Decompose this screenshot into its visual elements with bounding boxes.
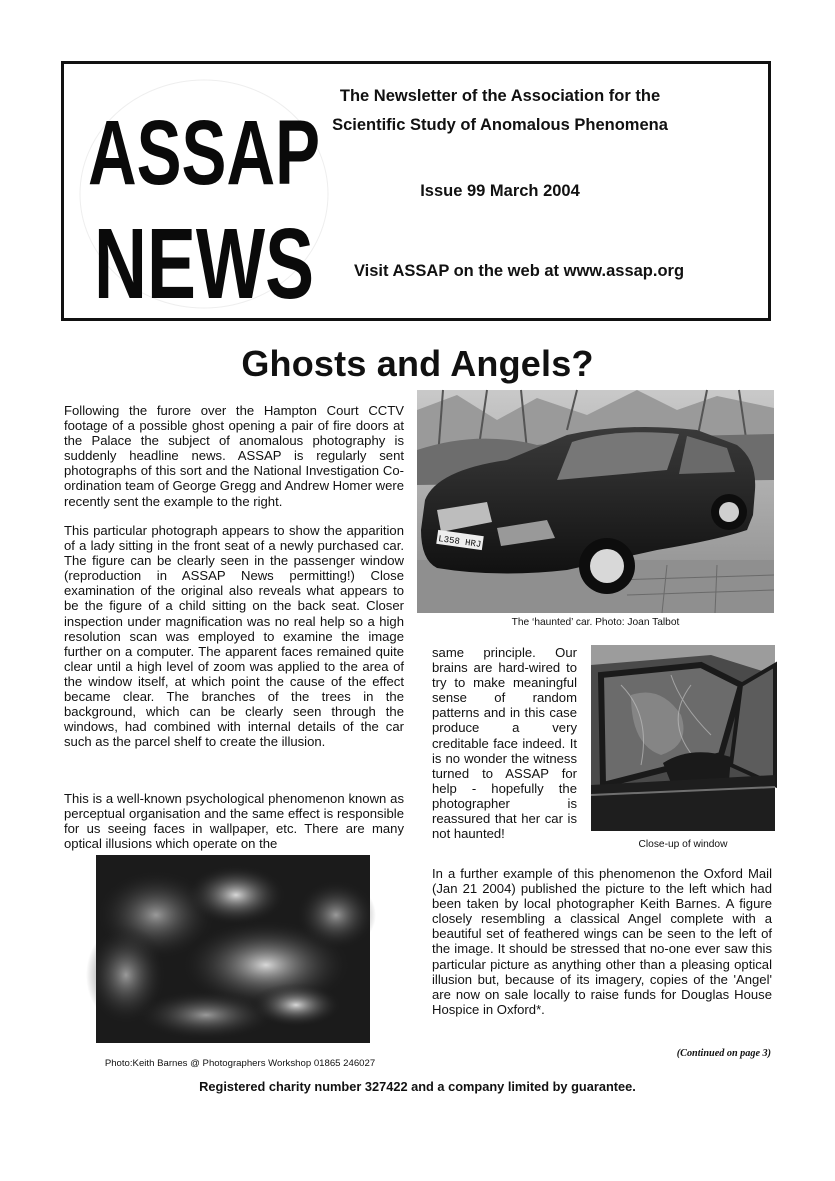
masthead-tagline-1: The Newsletter of the Association for the [339,87,661,105]
article-paragraph-2: This particular photograph appears to show the apparition of a lady sitting in the front seat of a newly purchased car. The figure can be clearly seen in the passenger window (reproduction in ASSAP News permitting!) Close examination of the original also reveals what appears to be the figure of a child sitting on the back seat. Closer inspection under magnification was no real help so a high resolution scan was employed to examine the image further on a computer. The apparent faces remained quite clear until a high level of zoom was applied to the area of the window itself, at which point the cause of the effect became clear. The branches of the trees in the background, which can be clearly seen through the windows, had combined with internal details of the car such as the parcel shelf to create the illusion. [64,523,404,750]
window-photo-caption: Close-up of window [638,839,728,850]
angel-photo-caption: Photo:Keith Barnes @ Photographers Workshop 01865 246027 [104,1058,376,1069]
number-plate: L358 HRJ [437,534,482,550]
continued-note: (Continued on page 3) [676,1048,771,1059]
angel-illusion-photo [96,855,370,1043]
article-headline: Ghosts and Angels? [241,343,594,384]
article-paragraph-5: In a further example of this phenomenon the Oxford Mail (Jan 21 2004) published the picture to the left which had been taken by local photographer Keith Barnes. A figure closely resembling a classical Angel complete with a beautiful set of feathered wings can be seen to the left of the image. It should be stressed that no-one ever saw this particular picture as anything other than a pleasing optical illusion but, because of its imagery, copies of the 'Angel' are now on sale locally to raise funds for Douglas House Hospice in Oxford*. [432,866,772,1017]
article-paragraph-1: Following the furore over the Hampton Court CCTV footage of a possible ghost opening a pair of fire doors at the Palace the subject of anomalous photography is suddenly headline news. ASSAP is regularly sent photographs of this sort and the National Investigation Co-ordination team of George Gregg and Andrew Homer were recently sent the example to the right. [64,403,404,509]
logo-bottom-text: NEWS [94,208,314,320]
issue-line: Issue 99 March 2004 [420,182,580,200]
logo-top-text: ASSAP [88,102,320,204]
masthead-tagline-2: Scientific Study of Anomalous Phenomena [332,116,668,134]
car-photo-caption: The ‘haunted’ car. Photo: Joan Talbot [511,617,680,628]
article-paragraph-4: same principle. Our brains are hard-wired to try to make meaningful sense of random patterns and in this case produce a very creditable face indeed. It is no wonder the witness turned to ASSAP for help - hopefully the photographer is reassured that her car is not haunted! [432,645,577,842]
article-paragraph-3: This is a well-known psychological phenomenon known as perceptual organisation and the same effect is responsible for us seeing faces in wallpaper, etc. There are many optical illusions which operate on the [64,791,404,852]
website-line: Visit ASSAP on the web at www.assap.org [353,262,685,280]
charity-footer: Registered charity number 327422 and a company limited by guarantee. [199,1079,636,1094]
haunted-car-photo [417,390,774,613]
window-closeup-photo [591,645,775,831]
